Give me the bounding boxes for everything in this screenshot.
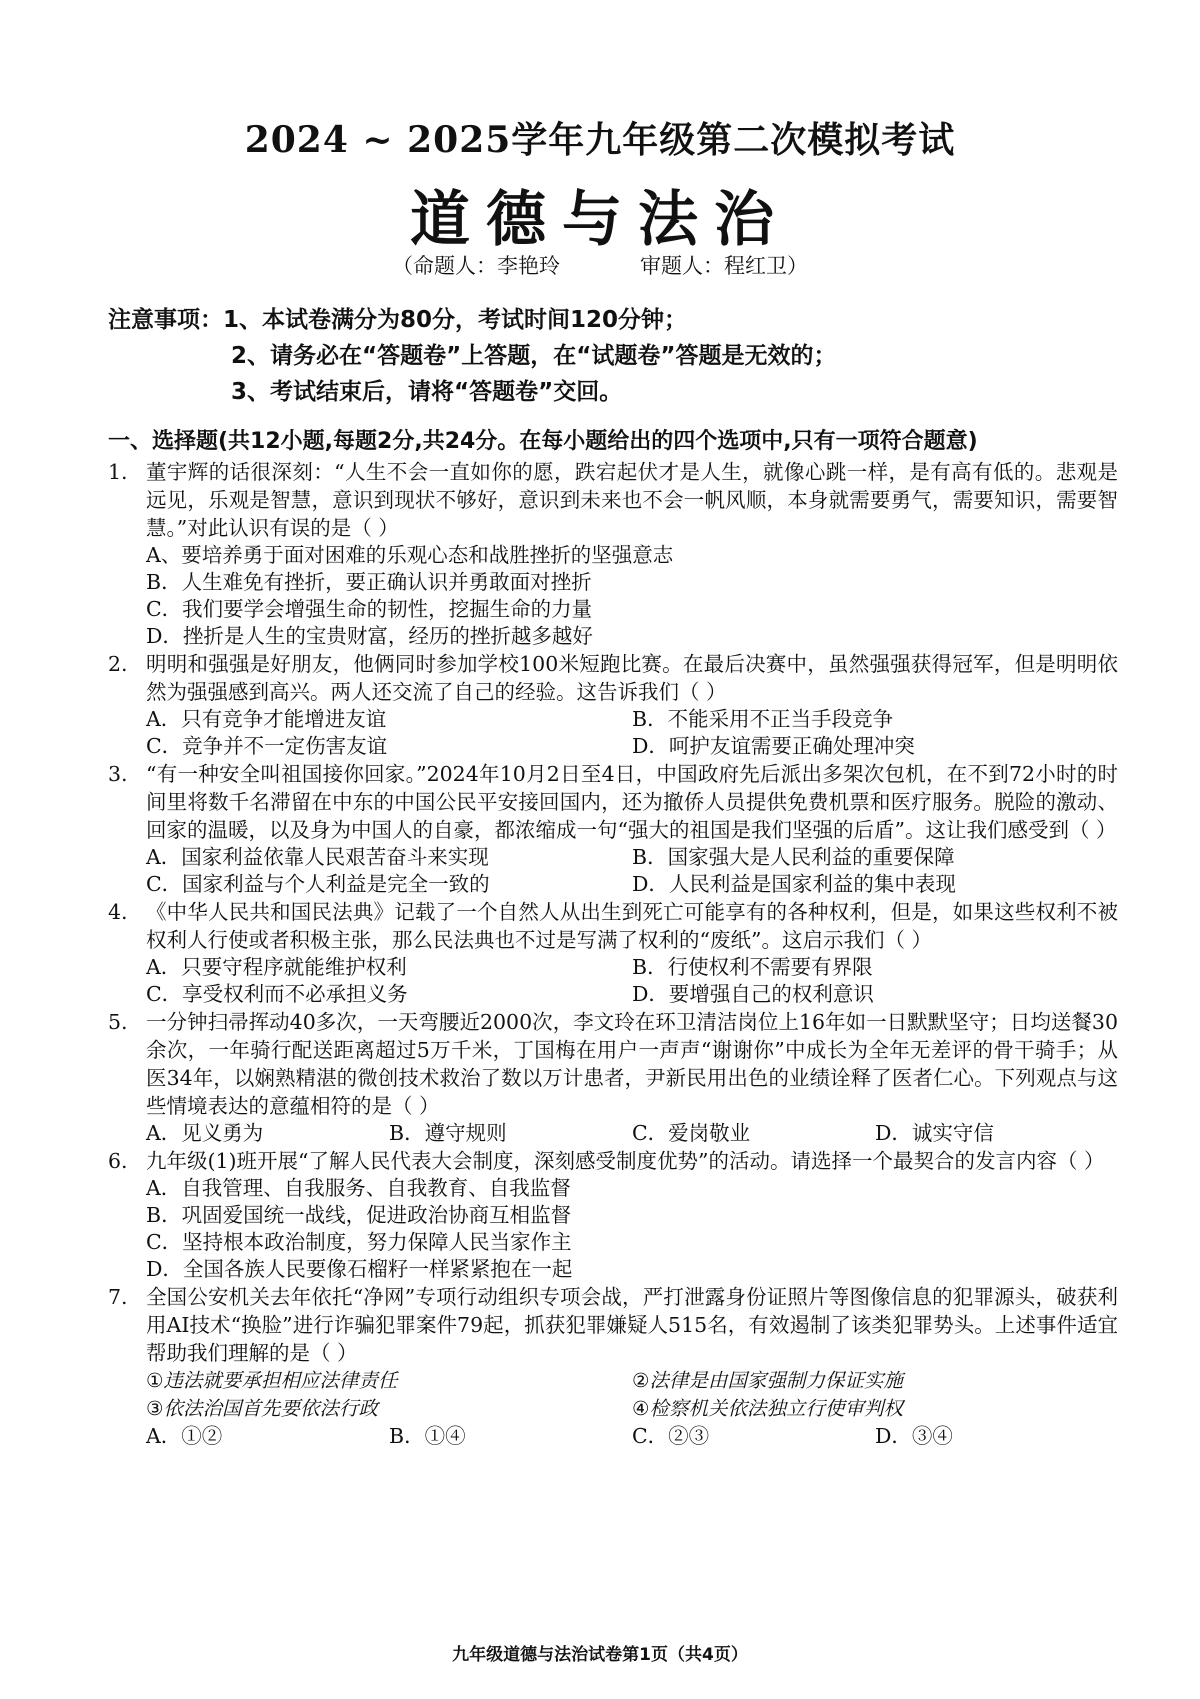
options <box>146 1120 1118 1147</box>
options <box>146 706 1118 760</box>
option-d[interactable]: D．挫折是人生的宝贵财富，经历的挫折越多越好 <box>146 624 593 648</box>
question-stem: 明明和强强是好朋友，他俩同时参加学校100米短跑比赛。在最后决赛中，虽然强强获得冠军，但是明明依然为强强感到高兴。两人还交流了自己的经验。这告诉我们（ ） <box>146 652 1118 704</box>
statement-3: ③依法治国首先要依法行政 <box>146 1397 378 1420</box>
option-b[interactable]: B．巩固爱国统一战线，促进政治协商互相监督 <box>146 1203 572 1227</box>
question-stem: 一分钟扫帚挥动40多次，一天弯腰近2000次，李文玲在环卫清洁岗位上16年如一日默默坚守；日均送餐30余次，一年骑行配送距离超过5万千米，丁国梅在用户一声声“谢谢你”中成长为全年无差评的骨干骑手；从医34年，以娴熟精湛的微创技术救治了数以万计患者，尹新民用出色的业绩诠释了医者仁心。下列观点与这些情境表达的意蕴相符的是（ ） <box>146 1010 1118 1118</box>
option-c[interactable]: C．爱岗敬业 <box>632 1121 751 1145</box>
question-4 <box>108 898 1118 1008</box>
notice-item: 3、考试结束后，请将“答题卷”交回。 <box>231 379 623 405</box>
statement-1: ①违法就要承担相应法律责任 <box>146 1369 398 1392</box>
question-stem: 《中华人民共和国民法典》记载了一个自然人从出生到死亡可能享有的各种权利，但是，如果这些权利不被权利人行使或者积极主张，那么民法典也不过是写满了权利的“废纸”。这启示我们（ ） <box>146 900 1118 952</box>
option-b[interactable]: B．人生难免有挫折，要正确认识并勇敢面对挫折 <box>146 570 592 594</box>
notice-label: 注意事项： <box>108 307 223 333</box>
options <box>146 542 1118 650</box>
option-a[interactable]: A．①② <box>146 1424 223 1448</box>
option-b[interactable]: B．行使权利不需要有界限 <box>632 955 873 979</box>
option-c[interactable]: C．国家利益与个人利益是完全一致的 <box>146 872 490 896</box>
question-number: 5. <box>108 1010 128 1034</box>
question-number: 7. <box>108 1285 128 1309</box>
option-d[interactable]: D．诚实守信 <box>875 1121 994 1145</box>
notice-block <box>108 302 836 410</box>
statement-4: ④检察机关依法独立行使审判权 <box>632 1397 903 1420</box>
option-c[interactable]: C．坚持根本政治制度，努力保障人民当家作主 <box>146 1230 572 1254</box>
question-stem: 九年级(1)班开展“了解人民代表大会制度，深刻感受制度优势”的活动。请选择一个最契合的发言内容（ ） <box>146 1149 1105 1173</box>
options <box>146 1423 1118 1450</box>
statement-row <box>146 1395 1118 1423</box>
question-stem: 董宇辉的话很深刻：“人生不会一直如你的愿，跌宕起伏才是人生，就像心跳一样，是有高有低的。悲观是远见，乐观是智慧，意识到现状不够好，意识到未来也不会一帆风顺，本身就需要勇气，需要知识，需要智慧。”对此认识有误的是（ ） <box>146 460 1118 540</box>
option-c[interactable]: C．竞争并不一定伤害友谊 <box>146 734 388 758</box>
option-a[interactable]: A、要培养勇于面对困难的乐观心态和战胜挫折的坚强意志 <box>146 543 674 567</box>
notice-row <box>108 302 836 338</box>
option-c[interactable]: C．享受权利而不必承担义务 <box>146 982 408 1006</box>
page-footer: 九年级道德与法治试卷第1页（共4页） <box>452 1645 748 1665</box>
author-label: （命题人：李艳玲 <box>392 254 560 278</box>
notice-item: 1、本试卷满分为80分，考试时间120分钟； <box>223 307 688 333</box>
option-d[interactable]: D．呵护友谊需要正确处理冲突 <box>632 734 915 758</box>
option-a[interactable]: A．见义勇为 <box>146 1121 264 1145</box>
question-3 <box>108 760 1118 898</box>
question-6 <box>108 1147 1118 1283</box>
option-d[interactable]: D．人民利益是国家利益的集中表现 <box>632 872 956 896</box>
option-d[interactable]: D．要增强自己的权利意识 <box>632 982 874 1006</box>
options <box>146 954 1118 1008</box>
option-b[interactable]: B．遵守规则 <box>389 1121 507 1145</box>
question-number: 3. <box>108 762 128 786</box>
option-b[interactable]: B．不能采用不正当手段竞争 <box>632 707 894 731</box>
statement-row <box>146 1367 1118 1395</box>
option-a[interactable]: A．只要守程序就能维护权利 <box>146 955 407 979</box>
option-d[interactable]: D．③④ <box>875 1424 953 1448</box>
options <box>146 1175 1118 1283</box>
option-a[interactable]: A．国家利益依靠人民艰苦奋斗来实现 <box>146 845 489 869</box>
options <box>146 844 1118 898</box>
question-7 <box>108 1283 1118 1450</box>
question-number: 1. <box>108 460 128 484</box>
option-c[interactable]: C．②③ <box>632 1424 710 1448</box>
section-header: 一、选择题(共12小题,每题2分,共24分。在每小题给出的四个选项中,只有一项符合题意) <box>108 429 978 454</box>
reviewer-label: 审题人：程红卫） <box>640 254 808 278</box>
question-number: 6. <box>108 1149 128 1173</box>
subject-title: 道德与法治 <box>410 185 790 255</box>
question-list <box>108 458 1118 1450</box>
question-number: 4. <box>108 900 128 924</box>
option-a[interactable]: A．只有竞争才能增进友谊 <box>146 707 387 731</box>
option-c[interactable]: C．我们要学会增强生命的韧性，挖掘生命的力量 <box>146 597 593 621</box>
notice-item: 2、请务必在“答题卷”上答题，在“试题卷”答题是无效的； <box>231 343 837 369</box>
question-2 <box>108 650 1118 760</box>
question-stem: “有一种安全叫祖国接你回家。”2024年10月2日至4日，中国政府先后派出多架次包机，在不到72小时的时间里将数千名滞留在中东的中国公民平安接回国内，还为撤侨人员提供免费机票和医疗服务。脱险的激动、回家的温暖，以及身为中国人的自豪，都浓缩成一句“强大的祖国是我们坚强的后盾”。这让我们感受到（ ） <box>146 762 1118 842</box>
author-line <box>0 250 1200 280</box>
question-number: 2. <box>108 652 128 676</box>
option-d[interactable]: D．全国各族人民要像石榴籽一样紧紧抱在一起 <box>146 1257 573 1281</box>
question-stem: 全国公安机关去年依托“净网”专项行动组织专项会战，严打泄露身份证照片等图像信息的犯罪源头，破获利用AI技术“换脸”进行诈骗犯罪案件79起，抓获犯罪嫌疑人515名，有效遏制了该类犯罪势头。上述事件适宜帮助我们理解的是（ ） <box>146 1285 1118 1365</box>
exam-title: 2024 ~ 2025学年九年级第二次模拟考试 <box>244 119 956 161</box>
question-5 <box>108 1008 1118 1147</box>
option-b[interactable]: B．国家强大是人民利益的重要保障 <box>632 845 955 869</box>
statement-2: ②法律是由国家强制力保证实施 <box>632 1369 903 1392</box>
option-b[interactable]: B．①④ <box>389 1424 466 1448</box>
question-1 <box>108 458 1118 650</box>
option-a[interactable]: A．自我管理、自我服务、自我教育、自我监督 <box>146 1176 571 1200</box>
